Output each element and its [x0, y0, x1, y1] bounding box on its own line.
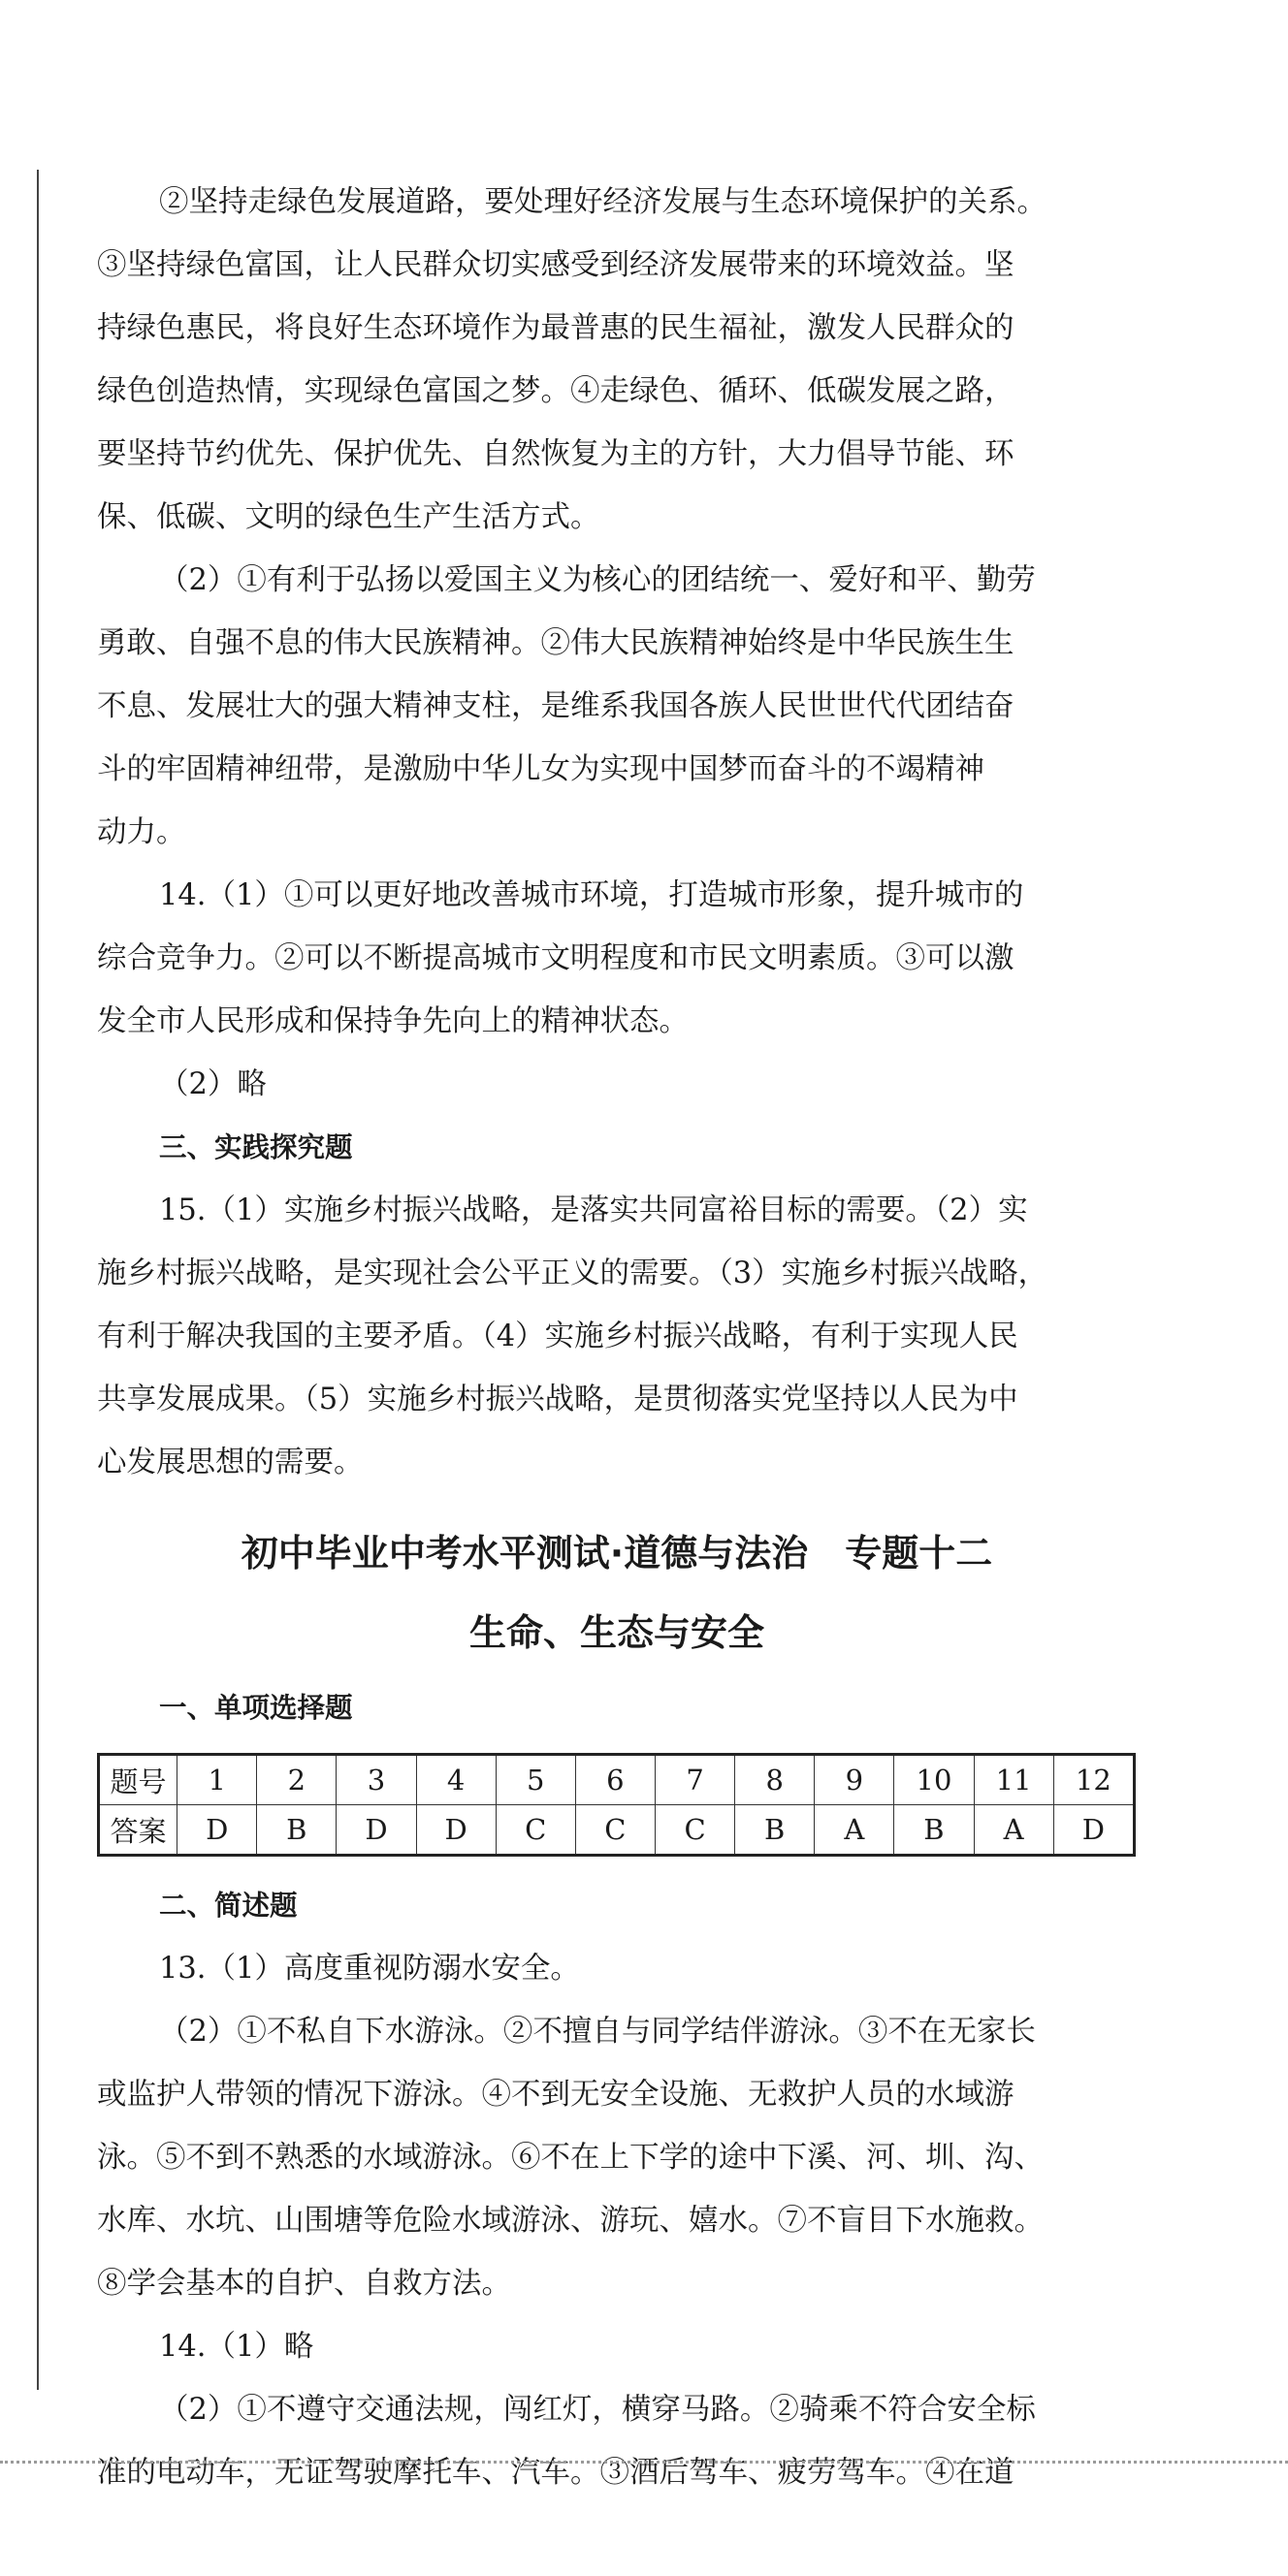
- question-number: 7: [655, 1755, 734, 1805]
- question-number: 6: [575, 1755, 655, 1805]
- question-number: 11: [974, 1755, 1053, 1805]
- section-heading: 三、实践探究题: [159, 1131, 353, 1163]
- paragraph: 14.（1）略: [159, 2330, 314, 2364]
- paragraph-line: 施乡村振兴战略，是实现社会公平正义的需要。（3）实施乡村振兴战略，: [97, 1256, 1048, 1290]
- table-row: [99, 1805, 1135, 1856]
- answer-cell: A: [815, 1805, 894, 1856]
- title-line-1: 初中毕业中考水平测试·道德与法治 专题十二: [241, 1532, 993, 1574]
- table-answer-label: 答案: [99, 1805, 177, 1856]
- paragraph-line: ⑧学会基本的自护、自救方法。: [97, 2267, 511, 2301]
- paragraph-line: 不息、发展壮大的强大精神支柱，是维系我国各族人民世世代代团结奋: [97, 689, 1014, 723]
- paragraph-line: 心发展思想的需要。: [97, 1446, 364, 1479]
- page-content: [97, 171, 1137, 2504]
- answer-cell: B: [257, 1805, 337, 1856]
- paragraph-line: 泳。⑤不到不熟悉的水域游泳。⑥不在上下学的途中下溪、河、圳、沟、: [97, 2141, 1044, 2175]
- paragraph-line: （2）①有利于弘扬以爱国主义为核心的团结统一、爱好和平、勤劳: [159, 563, 1036, 597]
- paragraph: 13.（1）高度重视防溺水安全。: [159, 1952, 580, 1986]
- paragraph-line: 共享发展成果。（5）实施乡村振兴战略，是贯彻落实党坚持以人民为中: [97, 1383, 1018, 1416]
- bottom-dotted-rule: [0, 2461, 1288, 2464]
- answer-cell: B: [735, 1805, 815, 1856]
- question-number: 9: [815, 1755, 894, 1805]
- section-heading: 一、单项选择题: [159, 1692, 353, 1724]
- paragraph-line: 持绿色惠民，将良好生态环境作为最普惠的民生福祉，激发人民群众的: [97, 311, 1014, 345]
- title-line-2: 生命、生态与安全: [468, 1611, 764, 1654]
- answer-cell: C: [496, 1805, 575, 1856]
- question-number: 12: [1053, 1755, 1134, 1805]
- paragraph-line: 15.（1）实施乡村振兴战略，是落实共同富裕目标的需要。（2）实: [159, 1193, 1028, 1227]
- table-header-label: 题号: [99, 1755, 177, 1805]
- answer-cell: C: [655, 1805, 734, 1856]
- answer-cell: B: [894, 1805, 974, 1856]
- question-number: 3: [337, 1755, 416, 1805]
- question-number: 4: [416, 1755, 496, 1805]
- question-number: 1: [177, 1755, 257, 1805]
- table-row: [99, 1755, 1135, 1805]
- paragraph-line: 14.（1）①可以更好地改善城市环境，打造城市形象，提升城市的: [159, 878, 1024, 912]
- section-heading: 二、简述题: [159, 1890, 298, 1922]
- paragraph-line: 要坚持节约优先、保护优先、自然恢复为主的方针，大力倡导节能、环: [97, 437, 1014, 471]
- answer-cell: D: [416, 1805, 496, 1856]
- answer-cell: A: [974, 1805, 1053, 1856]
- answer-table: [97, 1753, 1136, 1857]
- answer-cell: C: [575, 1805, 655, 1856]
- paragraph-line: 发全市人民形成和保持争先向上的精神状态。: [97, 1004, 689, 1038]
- paragraph-line: （2）①不私自下水游泳。②不擅自与同学结伴游泳。③不在无家长: [159, 2015, 1036, 2049]
- answer-cell: D: [337, 1805, 416, 1856]
- paragraph-line: 水库、水坑、山围塘等危险水域游泳、游玩、嬉水。⑦不盲目下水施救。: [97, 2204, 1044, 2238]
- question-number: 5: [496, 1755, 575, 1805]
- page-title: [97, 1513, 1137, 1672]
- paragraph-line: 保、低碳、文明的绿色生产生活方式。: [97, 500, 600, 534]
- paragraph-line: 斗的牢固精神纽带，是激励中华儿女为实现中国梦而奋斗的不竭精神: [97, 752, 984, 786]
- answer-cell: D: [1053, 1805, 1134, 1856]
- paragraph: （2）略: [159, 1067, 267, 1101]
- paragraph-line: 绿色创造热情，实现绿色富国之梦。④走绿色、循环、低碳发展之路，: [97, 374, 1014, 408]
- question-number: 10: [894, 1755, 974, 1805]
- question-number: 2: [257, 1755, 337, 1805]
- paragraph-line: 有利于解决我国的主要矛盾。（4）实施乡村振兴战略，有利于实现人民: [97, 1320, 1018, 1353]
- paragraph-line: 综合竞争力。②可以不断提高城市文明程度和市民文明素质。③可以激: [97, 941, 1014, 975]
- paragraph-line: 勇敢、自强不息的伟大民族精神。②伟大民族精神始终是中华民族生生: [97, 626, 1014, 660]
- paragraph-line: 动力。: [97, 815, 186, 849]
- paragraph-line: ③坚持绿色富国，让人民群众切实感受到经济发展带来的环境效益。坚: [97, 248, 1014, 282]
- paragraph-line: 准的电动车，无证驾驶摩托车、汽车。③酒后驾车、疲劳驾车。④在道: [97, 2456, 1014, 2490]
- left-margin-line: [37, 170, 39, 2390]
- question-number: 8: [735, 1755, 815, 1805]
- paragraph-line: （2）①不遵守交通法规，闯红灯，横穿马路。②骑乘不符合安全标: [159, 2393, 1036, 2427]
- paragraph-line: 或监护人带领的情况下游泳。④不到无安全设施、无救护人员的水域游: [97, 2078, 1014, 2112]
- paragraph: ②坚持走绿色发展道路，要处理好经济发展与生态环境保护的关系。: [159, 185, 1046, 219]
- answer-cell: D: [177, 1805, 257, 1856]
